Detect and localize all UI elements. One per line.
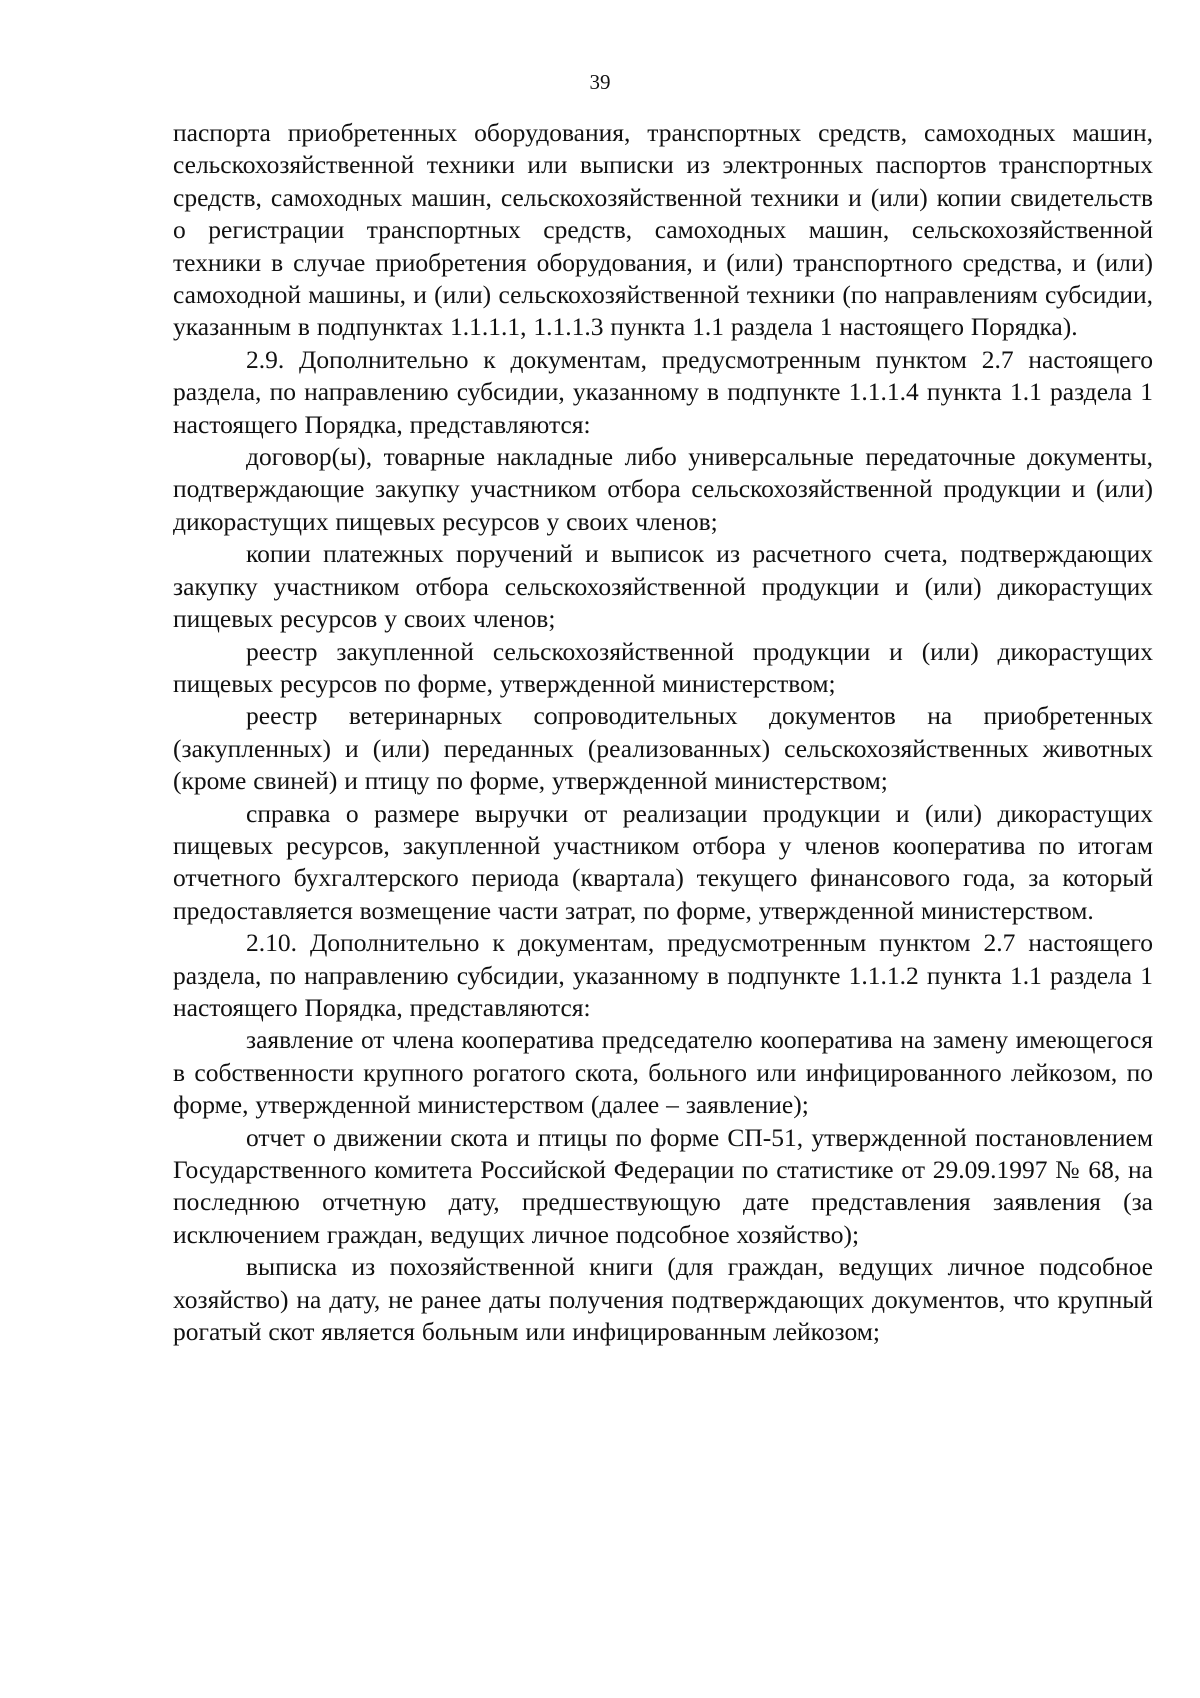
paragraph-revenue-certificate: справка о размере выручки от реализации продукции и (или) дикорастущих пищевых ресурсов, закупленной участником отбора у членов кооператива по итогам отчетного бухгалтерского периода (квартала) текущего финансового года, за который предоставляется возмещение части затрат, по форме, утвержденной министерством. bbox=[173, 798, 1153, 925]
paragraph-veterinary-registry: реестр ветеринарных сопроводительных документов на приобретенных (закупленных) и (или) переданных (реализованных) сельскохозяйственных животных (кроме свиней) и птицу по форме, утвержденной министерством; bbox=[173, 701, 1153, 796]
page-number: 39 bbox=[589, 70, 611, 94]
paragraph-livestock-report: отчет о движении скота и птицы по форме СП-51, утвержденной постановлением Государственного комитета Российской Федерации по статистике от 29.09.1997 № 68, на последнюю отчетную дату, предшествующую дате представления заявления (за исключением граждан, ведущих личное подсобное хозяйство); bbox=[173, 1122, 1153, 1249]
paragraph-purchase-registry: реестр закупленной сельскохозяйственной продукции и (или) дикорастущих пищевых ресурсов по форме, утвержденной министерством; bbox=[173, 636, 1153, 698]
paragraph-2-10: 2.10. Дополнительно к документам, предусмотренным пунктом 2.7 настоящего раздела, по направлению субсидии, указанному в подпункте 1.1.1.2 пункта 1.1 раздела 1 настоящего Порядка, представляются: bbox=[173, 928, 1153, 1022]
paragraph-payment-orders: копии платежных поручений и выписок из расчетного счета, подтверждающих закупку участником отбора сельскохозяйственной продукции и (или) дикорастущих пищевых ресурсов у своих членов; bbox=[173, 539, 1153, 634]
document-body bbox=[173, 117, 1153, 1348]
paragraph-contracts: договор(ы), товарные накладные либо универсальные передаточные документы, подтверждающие закупку участником отбора сельскохозяйственной продукции и (или) дикорастущих пищевых ресурсов у своих членов; bbox=[173, 442, 1153, 536]
paragraph-member-application: заявление от члена кооператива председателю кооператива на замену имеющегося в собственности крупного рогатого скота, больного или инфицированного лейкозом, по форме, утвержденной министерством (далее – заявление); bbox=[173, 1025, 1153, 1120]
paragraph-continuation: паспорта приобретенных оборудования, транспортных средств, самоходных машин, сельскохозяйственной техники или выписки из электронных паспортов транспортных средств, самоходных машин, сельскохозяйственной техники и (или) копии свидетельств о регистрации транспортных средств, самоходных машин, сельскохозяйственной техники в случае приобретения оборудования, и (или) транспортного средства, и (или) самоходной машины, и (или) сельскохозяйственной техники (по направлениям субсидии, указанным в подпунктах 1.1.1.1, 1.1.1.3 пункта 1.1 раздела 1 настоящего Порядка). bbox=[173, 118, 1153, 342]
paragraph-2-9: 2.9. Дополнительно к документам, предусмотренным пунктом 2.7 настоящего раздела, по направлению субсидии, указанному в подпункте 1.1.1.4 пункта 1.1 раздела 1 настоящего Порядка, представляются: bbox=[173, 344, 1153, 439]
paragraph-household-book-extract: выписка из похозяйственной книги (для граждан, ведущих личное подсобное хозяйство) на дату, не ранее даты получения подтверждающих документов, что крупный рогатый скот является больным или инфицированным лейкозом; bbox=[173, 1252, 1153, 1347]
